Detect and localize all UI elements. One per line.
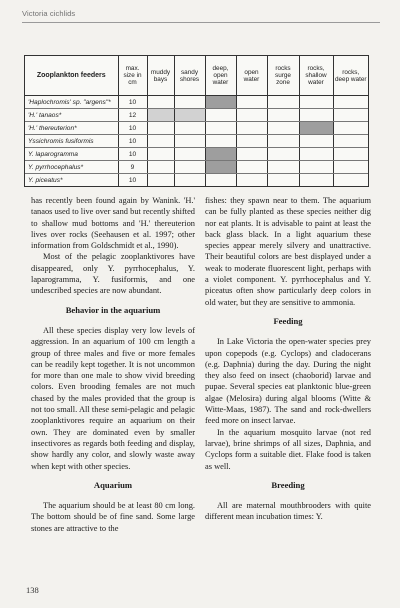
col-header-sandy: sandy shores xyxy=(174,56,205,96)
max-size: 10 xyxy=(118,148,147,161)
table-header-row xyxy=(25,56,368,96)
max-size: 10 xyxy=(118,135,147,148)
habitat-cell xyxy=(205,161,236,174)
heading-behavior: Behavior in the aquarium xyxy=(65,304,161,315)
paragraph: Most of the pelagic zooplanktivores have disappeared, only Y. pyrrhocephalus, Y. laparogramma, Y. fusiformis, and one undescribed species are now abundant. xyxy=(31,252,195,296)
table-row xyxy=(25,122,368,135)
running-head: Victoria cichlids xyxy=(22,9,76,18)
max-size: 9 xyxy=(118,161,147,174)
col-header-species: Zooplankton feeders xyxy=(25,56,118,96)
habitat-cell xyxy=(205,148,236,161)
col-header-size: max. size in cm xyxy=(118,56,147,96)
table-row xyxy=(25,135,368,148)
paragraph: In the aquarium mosquito larvae (not red larvae), brine shrimps of all sizes, Daphnia, and Cyclops form a suitable diet. Flake food is taken as well. xyxy=(205,427,371,471)
heading-breeding: Breeding xyxy=(271,479,305,490)
col-header-deep-open: deep, open water xyxy=(205,56,236,96)
right-column xyxy=(205,195,371,523)
species-name: Y. piceatus* xyxy=(28,176,63,184)
paragraph: has recently been found again by Wanink. 'H.' tanaos used to live over sand but recently shifted to shallow mud bottoms and 'H.' thereuterion lives over rocks (Seehausen et al. 1997; other information from Goldschmidt et al., 1990). xyxy=(31,196,195,251)
left-column xyxy=(31,195,195,534)
col-header-muddy: muddy bays xyxy=(147,56,174,96)
max-size: 12 xyxy=(118,109,147,122)
col-header-open: open water xyxy=(236,56,267,96)
species-name: Y. laparogramma xyxy=(25,148,118,161)
col-header-rocks-shallow: rocks, shallow water xyxy=(299,56,333,96)
table-row xyxy=(25,96,368,109)
max-size: 10 xyxy=(118,174,147,186)
species-name: Yssichromis fusiformis xyxy=(25,135,118,148)
table-row xyxy=(25,174,368,186)
habitat-cell xyxy=(174,109,205,122)
species-name: 'H.' tanaos* xyxy=(25,109,118,122)
heading-aquarium: Aquarium xyxy=(93,479,133,490)
habitat-cell xyxy=(205,96,236,109)
species-name: 'Haplochromis' sp. "argens"* xyxy=(25,96,118,109)
paragraph: fishes: they spawn near to them. The aquarium can be fully planted as these species neither dig nor eat plants. It is advisable to paint at least the back glass black. In a light aquarium these species appear merely silvery and unattractive. Their beautiful colors are best displayed under a weak to moderate fluorescent light, perhaps with a violet component. Y. pyrrhocephalus and Y. piceatus often show particularly deep colors in old water, but they are sensitive to ammonia. xyxy=(205,196,371,307)
paragraph: The aquarium should be at least 80 cm long. The bottom should be of fine sand. Some large stones are attractive to the xyxy=(31,501,195,533)
table-row xyxy=(25,109,368,122)
table-row xyxy=(25,161,368,174)
page-number: 138 xyxy=(26,585,39,595)
max-size: 10 xyxy=(118,96,147,109)
paragraph: All these species display very low levels of aggression. In an aquarium of 100 cm length a group of three males and five or more females can be readily kept together. It is not uncommon for more than one male to show vivid breeding colors. Even brooding females are not much chased by the males provided that the group is not too small. All these semi-pelagic and pelagic zooplanktivores require an aquarium on their own. They are dominated even by smaller insectivores as regards both feeding and display, show hardly any color, and slowly waste away when kept with other species. xyxy=(31,325,195,471)
col-header-rocks-surge: rocks surge zone xyxy=(267,56,299,96)
species-name: Y. pyrrhocephalus* xyxy=(25,161,118,174)
habitat-cell xyxy=(147,109,174,122)
header-rule xyxy=(22,22,380,23)
habitat-table xyxy=(24,55,369,187)
table-row xyxy=(25,148,368,161)
col-header-rocks-deep: rocks, deep water xyxy=(333,56,368,96)
paragraph: All are maternal mouthbrooders with quite different mean incubation times: Y. xyxy=(205,501,371,522)
heading-feeding: Feeding xyxy=(273,315,303,326)
paragraph: In Lake Victoria the open-water species prey upon copepods (e.g. Cyclops) and cladocerans (e.g. Daphnia) during the day. During the night they also feed on insect (chaoborid) larvae and pupae. Several species eat planktonic blue-green algae (Melosira) during algal blooms (Witte & Witte-Maas, 1987). The sand and rock-dwellers feed more on insect larvae. xyxy=(205,337,371,426)
max-size: 10 xyxy=(118,122,147,135)
habitat-cell xyxy=(299,122,333,135)
species-name: 'H.' thereuterion* xyxy=(25,122,118,135)
